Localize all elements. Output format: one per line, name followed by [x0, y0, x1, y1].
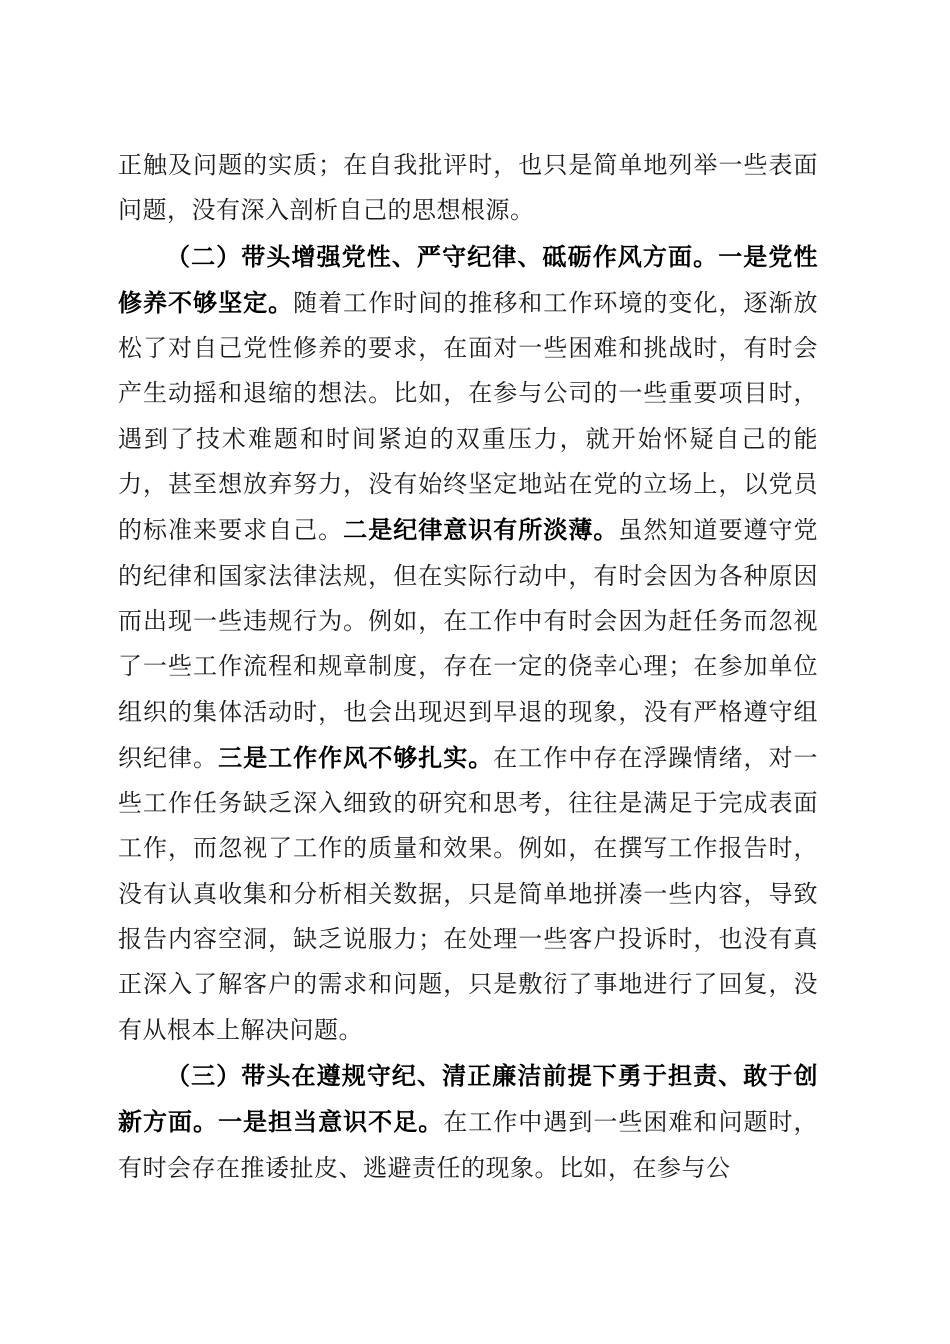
paragraph-text: 虽然知道要遵守党的纪律和国家法律法规，但在实际行动中，有时会因为各种原因而出现一些违规行为。例如，在工作中有时会因为赶任务而忽视了一些工作流程和规章制度，存在一定的侥幸心理；在参加单位组织的集体活动时，也会出现迟到早退的现象，没有严格遵守组织纪律。 — [118, 516, 819, 772]
section-two-heading: （二）带头增强党性、严守纪律、砥砺作风方面。一是党性修养不够坚定。 — [118, 241, 818, 317]
paragraph-section-three — [118, 1053, 818, 1191]
paragraph-text: 随着工作时间的推移和工作环境的变化，逐渐放松了对自己党性修养的要求，在面对一些困难和挑战时，有时会产生动摇和退缩的想法。比如，在参与公司的一些重要项目时，遇到了技术难题和时间紧迫的双重压力，就开始怀疑自己的能力，甚至想放弃努力，没有始终坚定地站在党的立场上，以党员的标准来要求自己。 — [118, 288, 819, 545]
paragraph-text: 在工作中存在浮躁情绪，对一些工作任务缺乏深入细致的研究和思考，往往是满足于完成表面工作，而忽视了工作的质量和效果。例如，在撰写工作报告时，没有认真收集和分析相关数据，只是简单地拼凑一些内容，导致报告内容空洞，缺乏说服力；在处理一些客户投诉时，也没有真正深入了解客户的需求和问题，只是敷衍了事地进行了回复，没有从根本上解决问题。 — [118, 743, 819, 1044]
paragraph-section-two — [118, 234, 818, 1053]
paragraph-continuation — [118, 143, 818, 234]
paragraph-text: 在工作中遇到一些困难和问题时，有时会存在推诿扯皮、逃避责任的现象。比如，在参与公 — [118, 1108, 819, 1182]
section-three-heading: （三）带头在遵规守纪、清正廉洁前提下勇于担责、敢于创新方面。一是担当意识不足。 — [118, 1060, 818, 1137]
document-body — [118, 143, 818, 1191]
point-heading: 二是纪律意识有所淡薄。 — [343, 515, 619, 545]
point-heading: 三是工作作风不够扎实。 — [218, 742, 494, 772]
paragraph-text: 正触及问题的实质；在自我批评时，也只是简单地列举一些表面问题，没有深入剖析自己的思想根源。 — [118, 151, 818, 225]
